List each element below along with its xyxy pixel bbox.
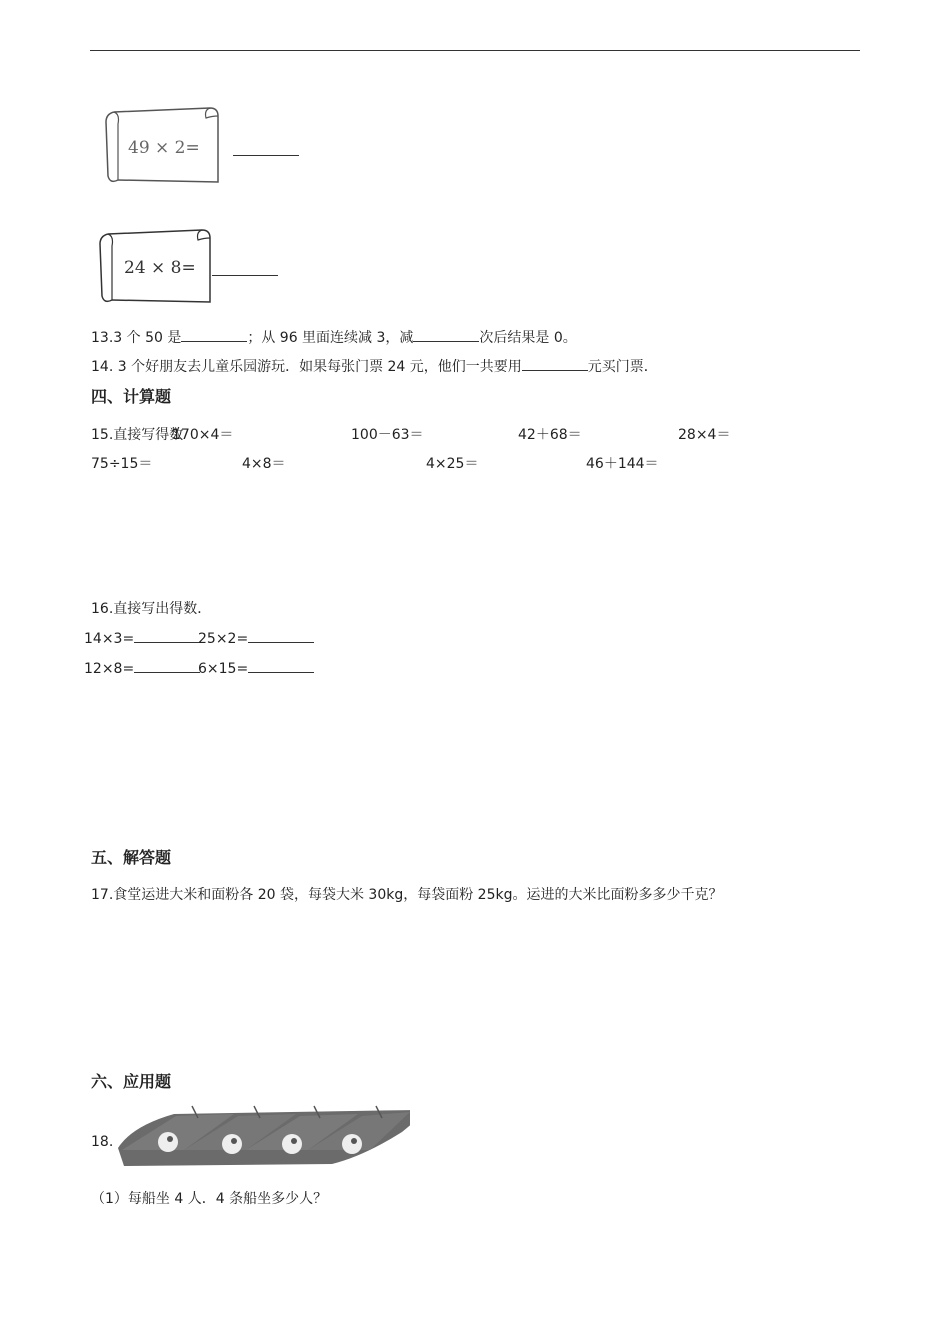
q16-blank[interactable] bbox=[248, 659, 314, 673]
q15-item: 28×4＝ bbox=[678, 427, 731, 443]
header-rule bbox=[90, 50, 860, 51]
section-6-title: 六、应用题 bbox=[91, 1072, 172, 1091]
q13-text-3: 次后结果是 0。 bbox=[479, 330, 577, 346]
q13-text-1: 13.3 个 50 是 bbox=[91, 330, 182, 346]
answer-blank-1[interactable] bbox=[233, 142, 299, 156]
section-5-title: 五、解答题 bbox=[91, 848, 172, 867]
q15-item: 4×8＝ bbox=[242, 456, 286, 472]
q13-blank-2[interactable] bbox=[413, 328, 479, 342]
q18-subquestion-1: （1）每船坐 4 人．4 条船坐多少人？ bbox=[91, 1191, 328, 1207]
q16-blank[interactable] bbox=[134, 629, 200, 643]
q16-expr: 14×3= bbox=[84, 631, 135, 647]
q16-item bbox=[198, 629, 314, 647]
section-4-title: 四、计算题 bbox=[91, 387, 172, 406]
q16-blank[interactable] bbox=[248, 629, 314, 643]
q15-label: 15.直接写得数 bbox=[91, 427, 184, 443]
q16-expr: 12×8= bbox=[84, 661, 135, 677]
q16-item bbox=[84, 659, 200, 677]
q16-expr: 25×2= bbox=[198, 631, 249, 647]
q15-item: 46＋144＝ bbox=[586, 456, 659, 472]
q15-item: 170×4＝ bbox=[172, 427, 234, 443]
q16-item bbox=[84, 629, 200, 647]
question-13 bbox=[91, 327, 577, 347]
q15-item: 4×25＝ bbox=[426, 456, 479, 472]
q15-item: 75÷15＝ bbox=[91, 456, 153, 472]
answer-blank-2[interactable] bbox=[212, 262, 278, 276]
q13-text-2: ；从 96 里面连续减 3，减 bbox=[247, 330, 414, 346]
q13-blank-1[interactable] bbox=[181, 328, 247, 342]
q14-text-2: 元买门票． bbox=[587, 359, 658, 375]
q16-item bbox=[198, 659, 314, 677]
scroll-expression-1: 49 × 2= bbox=[128, 138, 200, 158]
q14-text-1: 14. 3 个好朋友去儿童乐园游玩．如果每张门票 24 元，他们一共要用 bbox=[91, 359, 522, 375]
q15-item: 42＋68＝ bbox=[518, 427, 582, 443]
question-17: 17.食堂运进大米和面粉各 20 袋，每袋大米 30kg，每袋面粉 25kg。运进的大米比面粉多多少千克？ bbox=[91, 887, 723, 903]
q16-expr: 6×15= bbox=[198, 661, 249, 677]
q18-label: 18. bbox=[91, 1134, 114, 1150]
q14-blank[interactable] bbox=[522, 357, 588, 371]
boats-image bbox=[114, 1104, 410, 1170]
q15-item: 100－63＝ bbox=[351, 427, 424, 443]
question-14 bbox=[91, 356, 658, 376]
scroll-expression-2: 24 × 8= bbox=[124, 258, 196, 278]
q16-label: 16.直接写出得数． bbox=[91, 601, 212, 617]
q16-blank[interactable] bbox=[134, 659, 200, 673]
